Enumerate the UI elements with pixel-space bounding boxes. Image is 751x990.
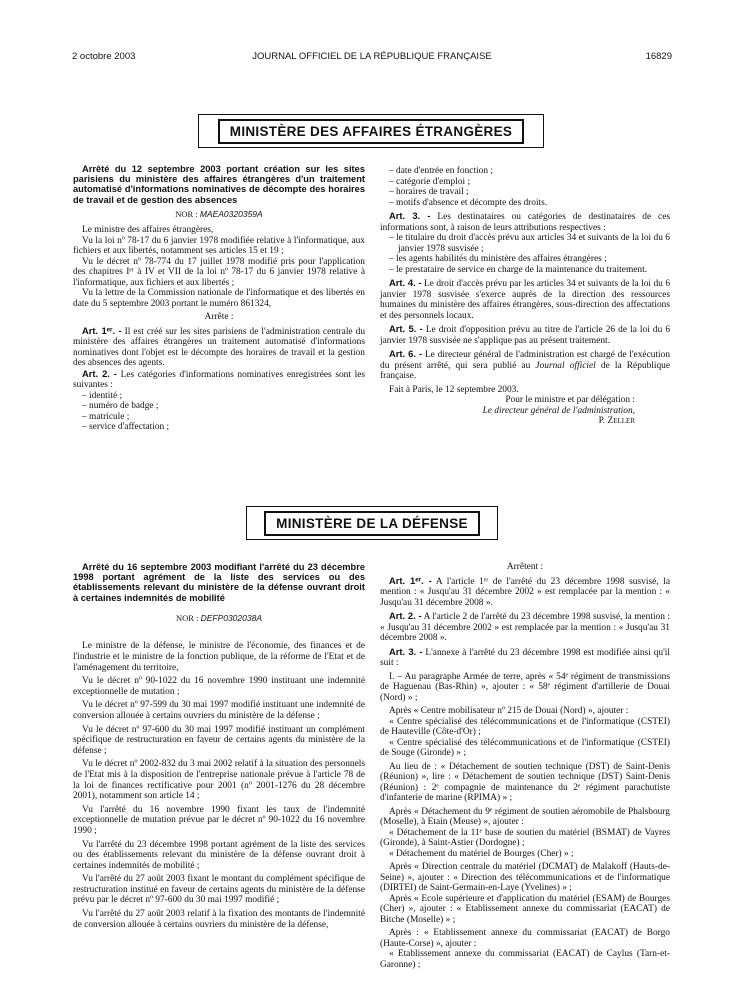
article-3: Art. 3. - Les destinataires ou catégories de destinataires de ces informations sont, à raison de leurs attributions respectives : [380,210,671,233]
header-date: 2 octobre 2003 [72,51,136,62]
arretent-heading: Arrêtent : [506,562,544,572]
nor-reference: NOR : DEFP0302038A [176,612,262,623]
header-page-number: 16829 [645,51,672,62]
ministry-name: MINISTÈRE DES AFFAIRES ÉTRANGÈRES [218,119,524,144]
decree-title: Arrêté du 16 septembre 2003 modifiant l'arrêté du 23 décembre 1998 portant agrément de la liste des services ou des établissements relevant du ministère de la défense ouvrant droit à certaines indemnités de mobilité [73,562,365,603]
article-1: Art. 1ᵉʳ. - A l'article 1ᵉʳ de l'arrêté du 23 décembre 1998 susvisé, la mention : « Jusqu'au 31 décembre 2002 » est remplacée par la mention : « Jusqu'au 31 décembre 2008 ». [380,574,670,608]
info-category-list [73,391,365,433]
signing-place-date: Fait à Paris, le 12 septembre 2003. [389,384,519,395]
paragraph: Vu le décret nº 97-599 du 30 mai 1997 modifié instituant une indemnité de conversion allouée à certains ouvriers du ministère de la défense ; [73,700,365,721]
article-2: Art. 2. - Les catégories d'informations nominatives enregistrées sont les suivantes : [73,367,366,391]
article-3: Art. 3. - L'annexe à l'arrêté du 23 décembre 1998 est modifiée ainsi qu'il suit : [380,645,670,668]
list-item: – identité ; [82,390,123,401]
annex-item: Après « Direction centrale du matériel (DCMAT) de Malakoff (Hauts-de-Seine) », ajouter : « Direction des télécommunications et de l'informatique (DIRTEI) de Saint-Germain-en-Laye (Yvelines) » ; [380,862,670,893]
annex-item: Après « Ecole supérieure et d'application du matériel (ESAM) de Bourges (Cher) », ajouter : « Etablissement annexe du commissariat (EACAT) de Bitche (Moselle) » ; [380,893,670,925]
annex-item: « Centre spécialisé des télécommunications et de l'informatique (CSTEI) de Souge (Gironde) » ; [380,737,670,758]
paragraph: Vu le décret nº 2002-832 du 3 mai 2002 relatif à la situation des personnels de l'Etat mis à la disposition de l'entreprise nationale prévue à l'article 78 de la loi de finances rectificative pour 2001 (nº 2001-1276 du 28 décembre 2001), notamment son article 14 ; [73,759,365,802]
info-category-list-continued [380,166,670,208]
annex-item: Après « Centre mobilisateur nº 215 de Douai (Nord) », ajouter : [389,706,629,716]
annex-item: « Détachement de la 11ᵉ base de soutien du matériel (BSMAT) de Vayres (Gironde), à Saint-Astier (Dordogne) ; [380,827,670,848]
paragraph: Le ministre de la défense, le ministre de l'économie, des finances et de l'industrie et le ministre de la fonction publique, de la réforme de l'Etat et de l'aménagement du territoire, [73,641,365,673]
running-header [72,51,672,65]
paragraph: Vu le décret nº 78-774 du 17 juillet 1978 modifié pris pour l'application des chapitres Iᵉʳ à IV et VII de la loi nº 78-17 du 6 janvier 1978 relative à l'informatique, aux fichiers et aux libertés ; [73,256,365,288]
header-journal-title: JOURNAL OFFICIEL DE LA RÉPUBLIQUE FRANÇAISE [252,51,492,62]
list-item: – service d'affectation ; [82,422,170,433]
paragraph: Vu le décret nº 97-600 du 30 mai 1997 modifié instituant un complément spécifique de restructuration en faveur de certains agents du ministère de la défense ; [73,724,365,756]
list-item: – motifs d'absence et décompte des droits. [389,197,548,208]
article-6: Art. 6. - Le directeur général de l'administration est chargé de l'exécution du présent arrêté, qui sera publié au Journal officiel de la République française. [380,348,671,381]
signature-name: P. Zeller [598,416,635,426]
list-item: – le prestataire de service en charge de la maintenance du traitement. [389,264,648,275]
paragraph: Vu l'arrêté du 27 août 2003 fixant le montant du complément spécifique de restructuration institué en faveur de certains agents du ministère de la défense prévu par le décret nº 97-600 du 30 mai 1997 modifié ; [73,874,365,906]
paragraph: Vu la lettre de la Commission nationale de l'informatique et des libertés en date du 5 septembre 2003 portant le numéro 861324, [73,288,365,309]
section2-left-column [73,562,365,930]
list-item: – le titulaire du droit d'accès prévu aux articles 34 et suivants de la loi du 6 janvier 1978 susvisée ; [389,233,670,254]
list-item: – les agents habilités du ministère des affaires étrangères ; [389,254,607,264]
list-item: – matricule ; [82,411,130,422]
paragraph: Vu la loi nº 78-17 du 6 janvier 1978 modifiée relative à l'informatique, aux fichiers et aux libertés, notamment ses articles 15 et 19 ; [73,235,365,257]
ministry-name: MINISTÈRE DE LA DÉFENSE [264,511,480,536]
list-item: – catégorie d'emploi ; [389,176,471,187]
ministry-heading-defense [246,506,498,540]
section1-right-column [380,166,670,427]
signature-line: Pour le ministre et par délégation : [505,395,635,405]
recipient-list [380,233,670,275]
list-item: – date d'entrée en fonction ; [389,166,493,176]
section2-right-column [380,562,670,970]
paragraph: Vu l'arrêté du 16 novembre 1990 fixant les taux de l'indemnité exceptionnelle de mutation prévue par le décret nº 90-1022 du 16 novembre 1990 ; [73,804,365,836]
signature-role: Le directeur général de l'administration, [482,405,635,416]
annex-item: « Centre spécialisé des télécommunications et de l'informatique (CSTEI) de Hauteville (Côte-d'Or) ; [380,716,670,737]
article-1: Art. 1ᵉʳ. - Il est créé sur les sites parisiens de l'administration centrale du ministère des affaires étrangères un traitement automatisé d'informations nominatives dont l'objet est le décompte des horaires de travail et la gestion des absences des agents. [73,324,366,369]
annex-item: Après : « Etablissement annexe du commissariat (EACAT) de Borgo (Haute-Corse) », ajouter : [380,928,670,949]
annex-item: Au lieu de : « Détachement de soutien technique (DST) de Saint-Denis (Réunion) », lire : « Détachement de soutien technique (DST) Saint-Denis (Réunion) : 2ᵉ compagnie de maintenance du 2ᵉ régiment parachutiste d'infanterie de marine (RPIMA) » ; [380,761,670,803]
paragraph: Vu l'arrêté du 23 décembre 1998 portant agrément de la liste des services ou des établissements relevant du ministère de la défense ouvrant droit à certaines indemnités de mobilité ; [73,839,365,871]
annex-item: « Détachement du matériel de Bourges (Cher) » ; [389,848,574,859]
article-4: Art. 4. - Le droit d'accès prévu par les articles 34 et suivants de la loi du 6 janvier 1978 susvisée s'exerce auprès de la direction des ressources humaines du ministère des affaires étrangères, sous-direction des affectations et des personnels locaux. [380,277,671,321]
ministry-heading-affaires-etrangeres [198,114,544,148]
list-item: – numéro de badge ; [82,401,159,412]
list-item: – horaires de travail ; [389,187,469,197]
arrete-heading: Arrête : [204,312,234,323]
article-5: Art. 5. - Le droit d'opposition prévu au titre de l'article 26 de la loi du 6 janvier 1978 susvisée ne s'applique pas au présent traitement. [380,323,671,346]
annex-item: Après « Détachement du 9ᵉ régiment de soutien aéromobile de Phalsbourg (Moselle), à Etain (Meuse) », ajouter : [380,806,670,827]
article-2: Art. 2. - A l'article 2 de l'arrêté du 23 décembre 1998 susvisé, la mention : « Jusqu'au 31 décembre 2002 » est remplacée par la mention : « Jusqu'au 31 décembre 2008 ». [380,610,671,643]
section1-left-column [73,164,365,433]
paragraph: Vu l'arrêté du 27 août 2003 relatif à la fixation des montants de l'indemnité de conversion allouée à certains ouvriers du ministère de la défense, [73,909,365,930]
annex-item: « Etablissement annexe du commissariat (EACAT) de Caylus (Tarn-et-Garonne) ; [380,949,670,970]
decree-title: Arrêté du 12 septembre 2003 portant création sur les sites parisiens du ministère des affaires étrangères d'un traitement automatisé d'informations nominatives de décompte des horaires de travail et de gestion des absences [73,164,365,205]
nor-reference: NOR : MAEA0320359A [175,208,263,219]
paragraph: Vu le décret nº 90-1022 du 16 novembre 1990 instituant une indemnité exceptionnelle de mutation ; [73,676,365,697]
annex-item: I. – Au paragraphe Armée de terre, après « 54ᵉ régiment de transmissions de Haguenau (Bas-Rhin) », ajouter : « 58ᵉ régiment d'artillerie de Douai (Nord) » ; [380,671,670,703]
paragraph: Le ministre des affaires étrangères, [82,225,214,236]
